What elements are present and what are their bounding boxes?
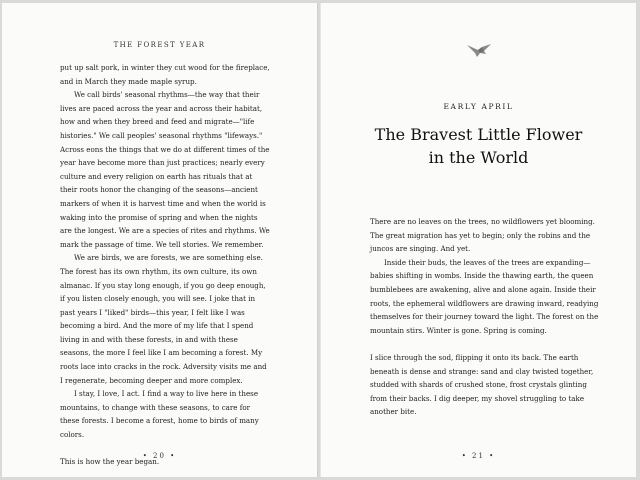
- page-number: • 21 •: [461, 452, 496, 460]
- chapter-title-line: in the World: [428, 148, 529, 167]
- left-page: [2, 3, 318, 477]
- paragraph: This is how the year began.: [60, 457, 160, 467]
- paragraph: Inside their buds, the leaves of the trees are expanding—babies shifting in wombs. Inside the thawing earth, the queen bumblebees are awakening, alive and alone again. Inside their roots, the ephemeral wildflowers are drawing inward, readying themselves for their journey toward the light. The forest on the mountain stirs. Winter is gone. Spring is coming.: [370, 257, 599, 335]
- right-page-body: [370, 215, 599, 419]
- left-page-body: [60, 61, 270, 469]
- running-head: THE FOREST YEAR: [113, 41, 206, 49]
- paragraph: We call birds' seasonal rhythms—the way that their lives are paced across the year and across their habitat, how and when they breed and feed and migrate—"life histories." We call peoples' seasonal rhythms "lifeways." Across eons the things that we do at different times of the year have become more than just practices; nearly every culture and every religion on earth has rituals that at their roots honor the changing of the seasons—ancient markers of when it is harvest time and when the world is waking into the promise of spring and when the nights are the longest. We are a species of rites and rhythms. We mark the passage of time. We tell stories. We remember.: [60, 90, 270, 249]
- page-number: • 20 •: [142, 452, 177, 460]
- chapter-title-line: The Bravest Little Flower: [374, 125, 583, 144]
- paragraph: There are no leaves on the trees, no wildflowers yet blooming. The great migration has yet to begin; only the robins and the juncos are singing. And yet.: [370, 217, 595, 254]
- paragraph: We are birds, we are forests, we are something else. The forest has its own rhythm, its own culture, its own almanac. If you stay long enough, if you go deep enough, if you listen closely enough, you will see. I joke that in past years I "liked" birds—this year, I felt like I was becoming a bird. And the more of my life that I spend living in and with these forests, in and with these seasons, the more I feel like I am becoming a forest. My roots lace into cracks in the rock. Adversity visits me and I regenerate, becoming deeper and more complex.: [60, 253, 267, 385]
- paragraph: I stay, I love, I act. I find a way to live here in these mountains, to change with these seasons, to care for these forests. I become a forest, home to birds of many colors.: [60, 389, 259, 440]
- swift-bird-icon: [466, 41, 492, 63]
- chapter-title: [321, 123, 636, 169]
- paragraph: put up salt pork, in winter they cut wood for the fireplace, and in March they made maple syrup.: [60, 63, 270, 86]
- right-page: [320, 3, 636, 477]
- chapter-label: EARLY APRIL: [443, 102, 514, 111]
- paragraph: I slice through the sod, flipping it onto its back. The earth beneath is dense and strange: sand and clay twisted together, studded with shards of crushed stone, frost crystals glinting from their backs. I dig deeper, my shovel struggling to take another bite.: [370, 352, 594, 417]
